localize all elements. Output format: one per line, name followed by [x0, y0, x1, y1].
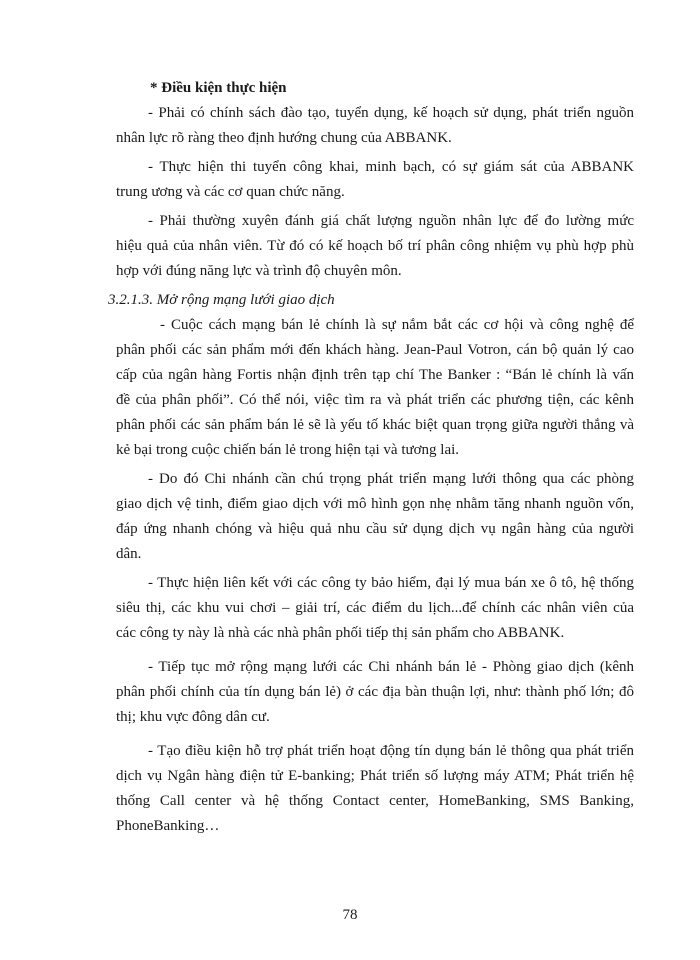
paragraph-retail-revolution [116, 313, 634, 463]
paragraph-line: thị; khu vực đông dân cư. [116, 709, 270, 725]
paragraph-recruitment [116, 155, 634, 205]
paragraph-line: dịch vụ Ngân hàng điện tử E-banking; Phát triển số lượng máy ATM; Phát triển hệ [116, 768, 634, 784]
paragraph-line: giao dịch vệ tinh, điểm giao dịch với mô hình gọn nhẹ nhằm tăng nhanh nguồn vốn, [116, 496, 634, 512]
paragraph-line: - Do đó Chi nhánh cần chú trọng phát triển mạng lưới thông qua các phòng [148, 471, 634, 487]
paragraph-line: PhoneBanking… [116, 818, 220, 834]
paragraph-partnerships [116, 571, 634, 646]
subsection-title: 3.2.1.3. Mở rộng mạng lưới giao dịch [108, 292, 335, 308]
paragraph-line: trung ương và các cơ quan chức năng. [116, 184, 345, 200]
paragraph-line: dân. [116, 546, 142, 562]
paragraph-line: đề của phân phối”. Có thể nói, việc tìm ra và phát triển các phương tiện, các kênh [116, 392, 634, 408]
paragraph-line: - Phải thường xuyên đánh giá chất lượng nguồn nhân lực để đo lường mức [148, 213, 634, 229]
paragraph-line: phân phối các sản phẩm bán lẻ sẽ là yếu tố khác biệt quan trọng giữa người thắng và [116, 417, 634, 433]
paragraph-line: phân phối các sản phẩm mới đến khách hàng. Jean-Paul Votron, cán bộ quản lý cao [116, 342, 634, 358]
paragraph-line: - Tạo điều kiện hỗ trợ phát triển hoạt động tín dụng bán lẻ thông qua phát triển [148, 743, 634, 759]
page-number: 78 [342, 907, 358, 923]
paragraph-line: nhân lực rõ ràng theo định hướng chung của ABBANK. [116, 130, 452, 146]
paragraph-line: thống Call center và hệ thống Contact center, HomeBanking, SMS Banking, [116, 793, 634, 809]
paragraph-evaluation [116, 209, 634, 284]
paragraph-line: cấp của ngân hàng Fortis nhận định trên tạp chí The Banker : “Bán lẻ chính là vấn [116, 367, 634, 383]
paragraph-line: hiệu quả của nhân viên. Từ đó có kế hoạch bố trí phân công nhiệm vụ phù hợp phù [116, 238, 634, 254]
paragraph-line: phân phối chính của tín dụng bán lẻ) ở các địa bàn thuận lợi, như: thành phố lớn; đô [116, 684, 634, 700]
paragraph-line: - Thực hiện liên kết với các công ty bảo hiểm, đại lý mua bán xe ô tô, hệ thống [148, 575, 634, 591]
paragraph-training-policy [116, 101, 634, 151]
section-heading: * Điều kiện thực hiện [150, 80, 287, 96]
paragraph-line: siêu thị, các khu vui chơi – giải trí, các điểm du lịch...để chính các nhân viên của [116, 600, 634, 616]
paragraph-line: đáp ứng nhanh chóng và hiệu quả nhu cầu sử dụng dịch vụ ngân hàng của người [116, 521, 634, 537]
paragraph-line: - Tiếp tục mở rộng mạng lưới các Chi nhánh bán lẻ - Phòng giao dịch (kênh [148, 659, 634, 675]
paragraph-line: kẻ bại trong cuộc chiến bán lẻ trong hiện tại và tương lai. [116, 442, 460, 458]
paragraph-line: - Thực hiện thi tuyển công khai, minh bạch, có sự giám sát của ABBANK [148, 159, 634, 175]
paragraph-line: - Phải có chính sách đào tạo, tuyển dụng, kế hoạch sử dụng, phát triển nguồn [148, 105, 634, 121]
body-text [108, 76, 634, 839]
paragraph-line: hợp với đúng năng lực và trình độ chuyên môn. [116, 263, 402, 279]
paragraph-line: - Cuộc cách mạng bán lẻ chính là sự nắm bắt các cơ hội và công nghệ để [160, 317, 634, 333]
paragraph-line: các công ty này là nhà các nhà phân phối tiếp thị sản phẩm cho ABBANK. [116, 625, 565, 641]
paragraph-ebanking [116, 739, 634, 839]
paragraph-expansion [116, 655, 634, 730]
paragraph-branch-network [116, 467, 634, 567]
